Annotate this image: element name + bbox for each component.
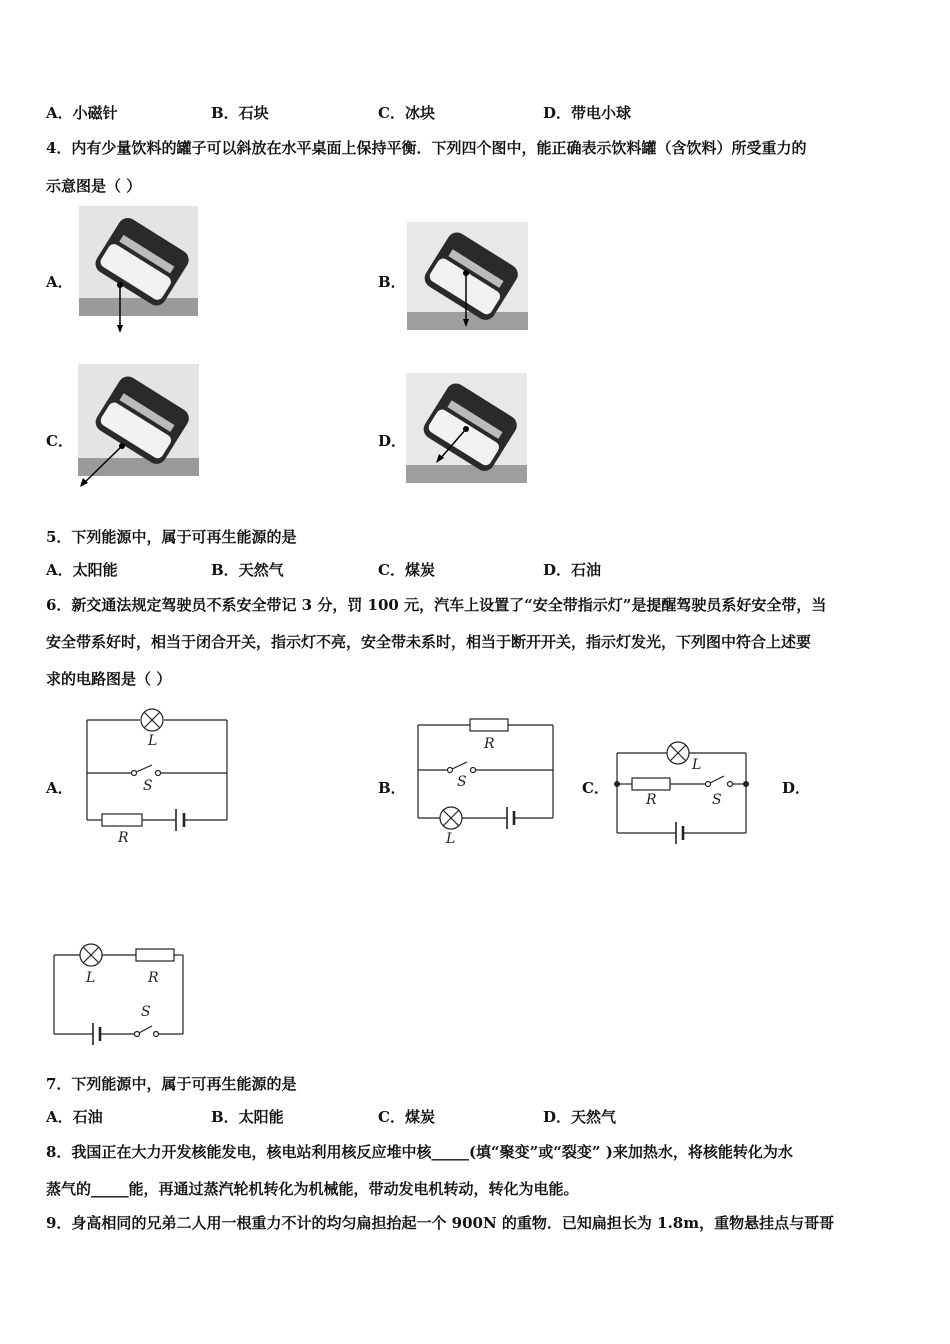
q9-stem-line1: 9．身高相同的兄弟二人用一根重力不计的均匀扁担抬起一个 900N 的重物．已知扁担长为 1.8m，重物悬挂点与哥哥 bbox=[46, 1214, 835, 1232]
q5-option-b: B．天然气 bbox=[211, 561, 284, 579]
q3-option-b: B．石块 bbox=[211, 104, 269, 122]
can-figure-b bbox=[407, 222, 529, 332]
circuit-a-lamp-label: L bbox=[148, 733, 158, 749]
q6-stem-line1: 6．新交通法规定驾驶员不系安全带记 3 分，罚 100 元，汽车上设置了“安全带指示灯”是提醒驾驶员系好安全带，当 bbox=[46, 596, 827, 614]
q7-option-d: D．天然气 bbox=[543, 1108, 617, 1126]
q4-label-a: A． bbox=[46, 273, 73, 291]
circuit-c-lamp-label: L bbox=[692, 757, 702, 773]
can-figure-c bbox=[78, 364, 200, 492]
q7-option-c: C．煤炭 bbox=[378, 1108, 435, 1126]
circuit-diagram-a bbox=[80, 705, 240, 850]
q5-option-a: A．太阳能 bbox=[46, 561, 118, 579]
circuit-c-switch-label: S bbox=[712, 792, 722, 808]
q4-label-c: C． bbox=[46, 432, 73, 450]
q8-stem-line1: 8．我国正在大力开发核能发电，核电站利用核反应堆中核_____(填“聚变”或“裂变” )来加热水，将核能转化为水 bbox=[46, 1143, 793, 1161]
q3-option-a: A．小磁针 bbox=[46, 104, 118, 122]
circuit-a-switch-label: S bbox=[143, 778, 153, 794]
can-figure-a bbox=[79, 206, 199, 336]
q6-label-b: B． bbox=[378, 779, 406, 797]
q6-stem-line3: 求的电路图是（ ） bbox=[46, 670, 172, 688]
circuit-b-lamp-label: L bbox=[446, 831, 456, 847]
q4-label-b: B． bbox=[378, 273, 406, 291]
q5-stem: 5．下列能源中，属于可再生能源的是 bbox=[46, 528, 297, 546]
q3-option-c: C．冰块 bbox=[378, 104, 435, 122]
circuit-b-switch-label: S bbox=[457, 774, 467, 790]
q5-option-c: C．煤炭 bbox=[378, 561, 435, 579]
q7-option-b: B．太阳能 bbox=[211, 1108, 284, 1126]
circuit-d-switch-label: S bbox=[141, 1004, 151, 1020]
q7-option-a: A．石油 bbox=[46, 1108, 103, 1126]
circuit-diagram-d bbox=[48, 940, 193, 1052]
circuit-diagram-c bbox=[610, 738, 755, 848]
circuit-c-resistor-label: R bbox=[646, 792, 657, 808]
can-figure-d bbox=[406, 373, 528, 485]
q8-stem-line2: 蒸气的_____能，再通过蒸汽轮机转化为机械能，带动发电机转动，转化为电能。 bbox=[46, 1180, 579, 1198]
q6-stem-line2: 安全带系好时，相当于闭合开关，指示灯不亮，安全带未系时，相当于断开开关，指示灯发光，下列图中符合上述要 bbox=[46, 633, 812, 651]
circuit-d-resistor-label: R bbox=[148, 970, 159, 986]
q4-stem-line1: 4．内有少量饮料的罐子可以斜放在水平桌面上保持平衡．下列四个图中，能正确表示饮料罐（含饮料）所受重力的 bbox=[46, 139, 807, 157]
q4-stem-line2: 示意图是（ ） bbox=[46, 177, 142, 195]
q4-label-d: D． bbox=[378, 432, 407, 450]
circuit-diagram-b bbox=[410, 710, 570, 855]
q6-label-a: A． bbox=[46, 779, 73, 797]
circuit-a-resistor-label: R bbox=[118, 830, 129, 846]
q3-option-d: D．带电小球 bbox=[543, 104, 632, 122]
q6-label-c: C． bbox=[582, 779, 609, 797]
q5-option-d: D．石油 bbox=[543, 561, 602, 579]
q7-stem: 7．下列能源中，属于可再生能源的是 bbox=[46, 1075, 297, 1093]
circuit-b-resistor-label: R bbox=[484, 736, 495, 752]
q6-label-d: D． bbox=[782, 779, 811, 797]
circuit-d-lamp-label: L bbox=[86, 970, 96, 986]
